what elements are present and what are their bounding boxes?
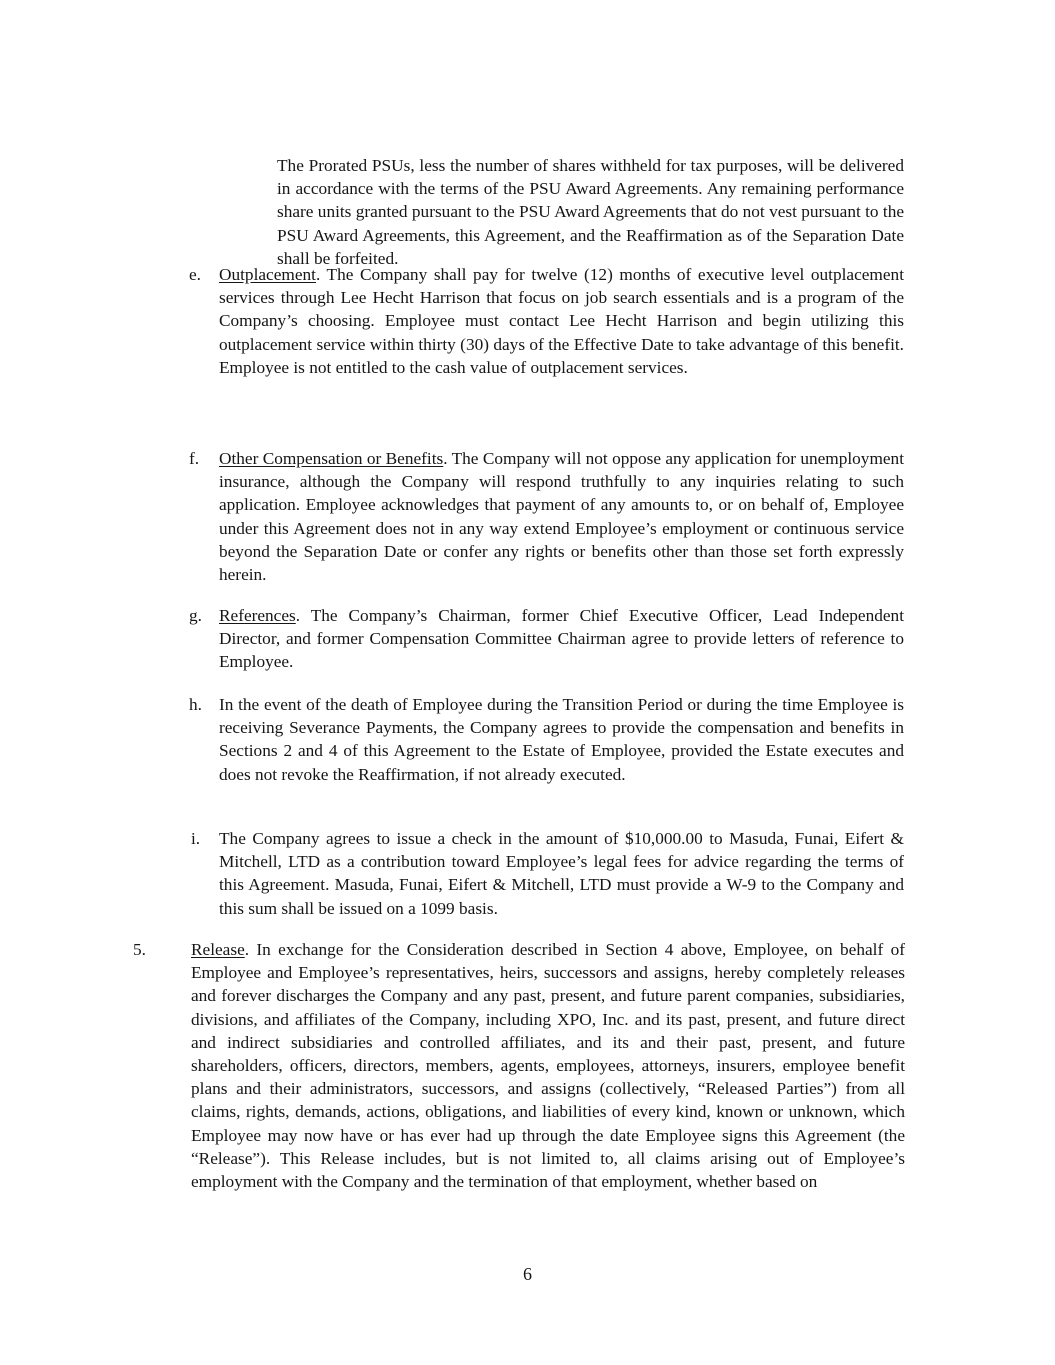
continuation-paragraph: The Prorated PSUs, less the number of shares withheld for tax purposes, will be delivered in accordance with the terms of the PSU Award Agreements. Any remaining performance share units granted pursuant to the PSU Award Agreements that do not vest pursuant to the PSU Award Agreements, this Agreement, and the Reaffirmation as of the Separation Date shall be forfeited. bbox=[277, 156, 904, 268]
section-5-heading: Release bbox=[191, 940, 245, 959]
item-f-marker: f. bbox=[189, 449, 200, 468]
item-g-text: . The Company’s Chairman, former Chief Executive Officer, Lead Independent Director, and former Compensation Committee Chairman agree to provide letters of reference to Employee. bbox=[219, 606, 904, 672]
item-g-marker: g. bbox=[189, 606, 202, 625]
page-number: 6 bbox=[523, 1264, 532, 1284]
item-f-text: . The Company will not oppose any application for unemployment insurance, although the Company will respond truthfully to any inquiries relating to such application. Employee acknowledges that payment of any amounts to, or on behalf of, Employee under this Agreement does not in any way extend Employee’s employment or continuous service beyond the Separation Date or confer any rights or benefits other than those set forth expressly herein. bbox=[219, 449, 905, 585]
item-e-heading: Outplacement bbox=[219, 265, 316, 284]
section-5-release bbox=[191, 938, 905, 1193]
item-g-references bbox=[219, 604, 904, 674]
section-5-text: . In exchange for the Consideration described in Section 4 above, Employee, on behalf of Employee and Employee’s representatives, heirs, successors and assigns, hereby completely releases and forever discharges the Company and any past, present, and future parent companies, subsidiaries, divisions, and affiliates of the Company, including XPO, Inc. and its past, present, and future direct and indirect subsidiaries and controlled affiliates, and its and their past, present, and future shareholders, officers, directors, members, agents, employees, attorneys, insurers, employee benefit plans and their administrators, successors, and assigns (collectively, “Released Parties”) from all claims, rights, demands, actions, obligations, and liabilities of every kind, known or unknown, which Employee may now have or has ever had up through the date Employee signs this Agreement (the “Release”). This Release includes, but is not limited to, all claims arising out of Employee’s employment with the Company and the termination of that employment, whether based on bbox=[191, 940, 905, 1192]
section-5-number: 5. bbox=[133, 940, 146, 959]
item-i-legal-fees: The Company agrees to issue a check in the amount of $10,000.00 to Masuda, Funai, Eifert & Mitchell, LTD as a contribution toward Employee’s legal fees for advice regarding the terms of this Agreement. Masuda, Funai, Eifert & Mitchell, LTD must provide a W-9 to the Company and this sum shall be issued on a 1099 basis. bbox=[219, 829, 904, 918]
item-h-marker: h. bbox=[189, 695, 202, 714]
item-h-death-of-employee: In the event of the death of Employee during the Transition Period or during the time Employee is receiving Severance Payments, the Company agrees to provide the compensation and benefits in Sections 2 and 4 of this Agreement to the Estate of Employee, provided the Estate executes and does not revoke the Reaffirmation, if not already executed. bbox=[219, 695, 904, 784]
item-i-marker: i. bbox=[191, 829, 201, 848]
item-f-other-compensation bbox=[219, 447, 904, 586]
item-f-heading: Other Compensation or Benefits bbox=[219, 449, 444, 468]
item-e-outplacement bbox=[219, 263, 904, 379]
item-e-marker: e. bbox=[189, 265, 201, 284]
item-e-text: . The Company shall pay for twelve (12) months of executive level outplacement services through Lee Hecht Harrison that focus on job search essentials and is a program of the Company’s choosing. Employee must contact Lee Hecht Harrison and begin utilizing this outplacement service within thirty (30) days of the Effective Date to take advantage of this benefit. Employee is not entitled to the cash value of outplacement services. bbox=[219, 265, 904, 377]
item-g-heading: References bbox=[219, 606, 296, 625]
